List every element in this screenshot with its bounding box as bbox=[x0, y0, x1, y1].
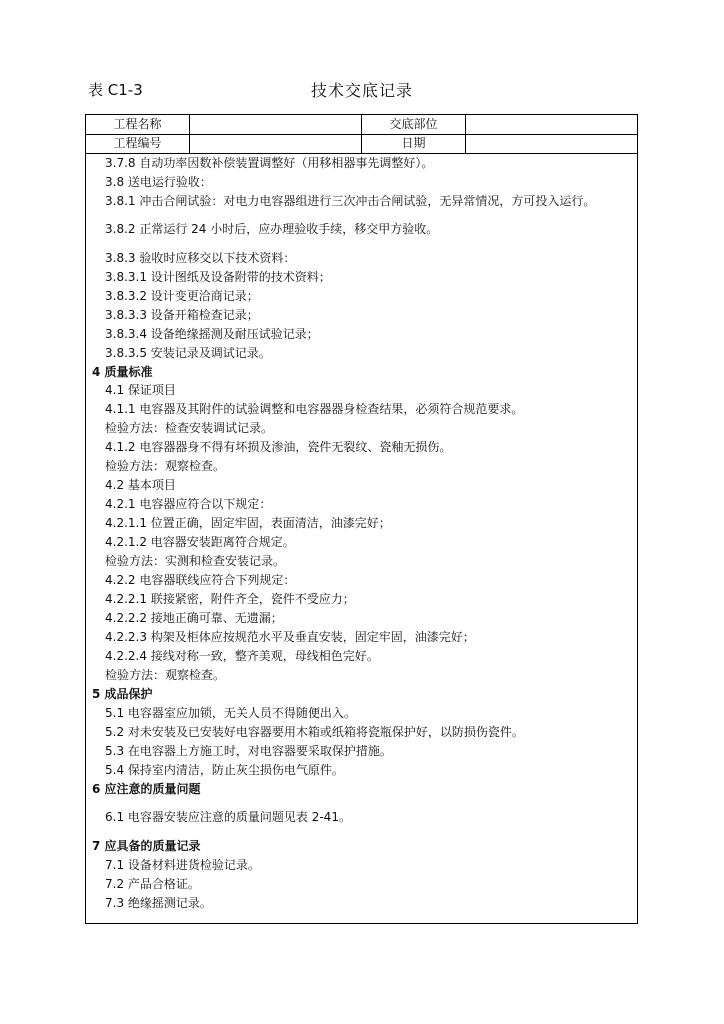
content-line: 4.2.1.2 电容器安装距离符合规定。 bbox=[105, 535, 295, 549]
content-line: 4.1.1 电容器及其附件的试验调整和电容器器身检查结果，必须符合规范要求。 bbox=[105, 402, 524, 416]
page-title: 技术交底记录 bbox=[310, 81, 413, 100]
content-line: 6.1 电容器安装应注意的质量问题见表 2-41。 bbox=[105, 810, 351, 824]
content-line: 4.2.2 电容器联线应符合下列规定： bbox=[105, 573, 296, 587]
date-field[interactable] bbox=[466, 134, 637, 153]
content-line: 4.2.1.1 位置正确，固定牢固，表面清洁，油漆完好； bbox=[105, 516, 391, 530]
content-line: 7.3 绝缘摇测记录。 bbox=[105, 896, 212, 910]
content-line: 3.8.3.2 设计变更洽商记录； bbox=[105, 289, 259, 303]
content-line: 4.2.2.4 接线对称一致，整齐美观，母线相色完好。 bbox=[105, 649, 379, 663]
location-field[interactable] bbox=[466, 115, 637, 134]
content-line: 检验方法：观察检查。 bbox=[105, 459, 226, 473]
section-heading: 6 应注意的质量问题 bbox=[92, 782, 201, 796]
project-name-field[interactable] bbox=[190, 115, 362, 134]
content-line: 4.2.2.1 联接紧密，附件齐全，瓷件不受应力； bbox=[105, 592, 355, 606]
content-line: 3.8.2 正常运行 24 小时后，应办理验收手续，移交甲方验收。 bbox=[105, 222, 439, 236]
content-line: 检验方法：实测和检查安装记录。 bbox=[105, 554, 286, 568]
disclosure-sheet bbox=[85, 114, 638, 924]
project-no-label: 工程编号 bbox=[86, 134, 190, 153]
content-line: 4.2 基本项目 bbox=[105, 478, 176, 492]
content-line: 4.2.1 电容器应符合以下规定： bbox=[105, 497, 272, 511]
content-line: 5.3 在电容器上方施工时，对电容器要采取保护措施。 bbox=[105, 744, 392, 758]
location-label: 交底部位 bbox=[362, 115, 466, 134]
content-line: 5.4 保持室内清洁，防止灰尘损伤电气原件。 bbox=[105, 763, 344, 777]
content-line: 3.8 送电运行验收： bbox=[105, 175, 212, 189]
content-line: 3.8.3.3 设备开箱检查记录； bbox=[105, 308, 259, 322]
content-line: 3.8.1 冲击合闸试验：对电力电容器组进行三次冲击合闸试验，无异常情况，方可投入运行。 bbox=[105, 194, 596, 208]
content-line: 4.1 保证项目 bbox=[105, 383, 176, 397]
header-row-2 bbox=[86, 134, 637, 154]
content-line: 5.2 对未安装及已安装好电容器要用木箱或纸箱将瓷瓶保护好，以防损伤瓷件。 bbox=[105, 725, 524, 739]
content-line: 检验方法：检查安装调试记录。 bbox=[105, 421, 274, 435]
section-heading: 7 应具备的质量记录 bbox=[92, 839, 201, 853]
project-name-label: 工程名称 bbox=[86, 115, 190, 134]
content-line: 4.1.2 电容器器身不得有坏损及渗油，瓷件无裂纹、瓷釉无损伤。 bbox=[105, 440, 452, 454]
content-line: 3.8.3 验收时应移交以下技术资料： bbox=[105, 251, 296, 265]
section-heading: 4 质量标准 bbox=[92, 365, 153, 379]
project-no-field[interactable] bbox=[190, 134, 362, 153]
form-code: 表 C1-3 bbox=[88, 81, 143, 99]
content-line: 检验方法：观察检查。 bbox=[105, 668, 226, 682]
content-line: 3.8.3.1 设计图纸及设备附带的技术资料； bbox=[105, 270, 331, 284]
header-row-1 bbox=[86, 115, 637, 135]
content-line: 3.8.3.4 设备绝缘摇测及耐压试验记录； bbox=[105, 327, 319, 341]
content-line: 3.7.8 自动功率因数补偿装置调整好（用移相器事先调整好）。 bbox=[105, 156, 434, 170]
section-heading: 5 成品保护 bbox=[92, 687, 153, 701]
content-line: 5.1 电容器室应加锁，无关人员不得随便出入。 bbox=[105, 706, 356, 720]
content-line: 7.1 设备材料进货检验记录。 bbox=[105, 858, 260, 872]
content-line: 4.2.2.3 构架及柜体应按规范水平及垂直安装，固定牢固，油漆完好； bbox=[105, 630, 475, 644]
content-line: 4.2.2.2 接地正确可靠、无遗漏； bbox=[105, 611, 283, 625]
date-label: 日期 bbox=[362, 134, 466, 153]
content-line: 7.2 产品合格证。 bbox=[105, 877, 200, 891]
content-line: 3.8.3.5 安装记录及调试记录。 bbox=[105, 346, 271, 360]
